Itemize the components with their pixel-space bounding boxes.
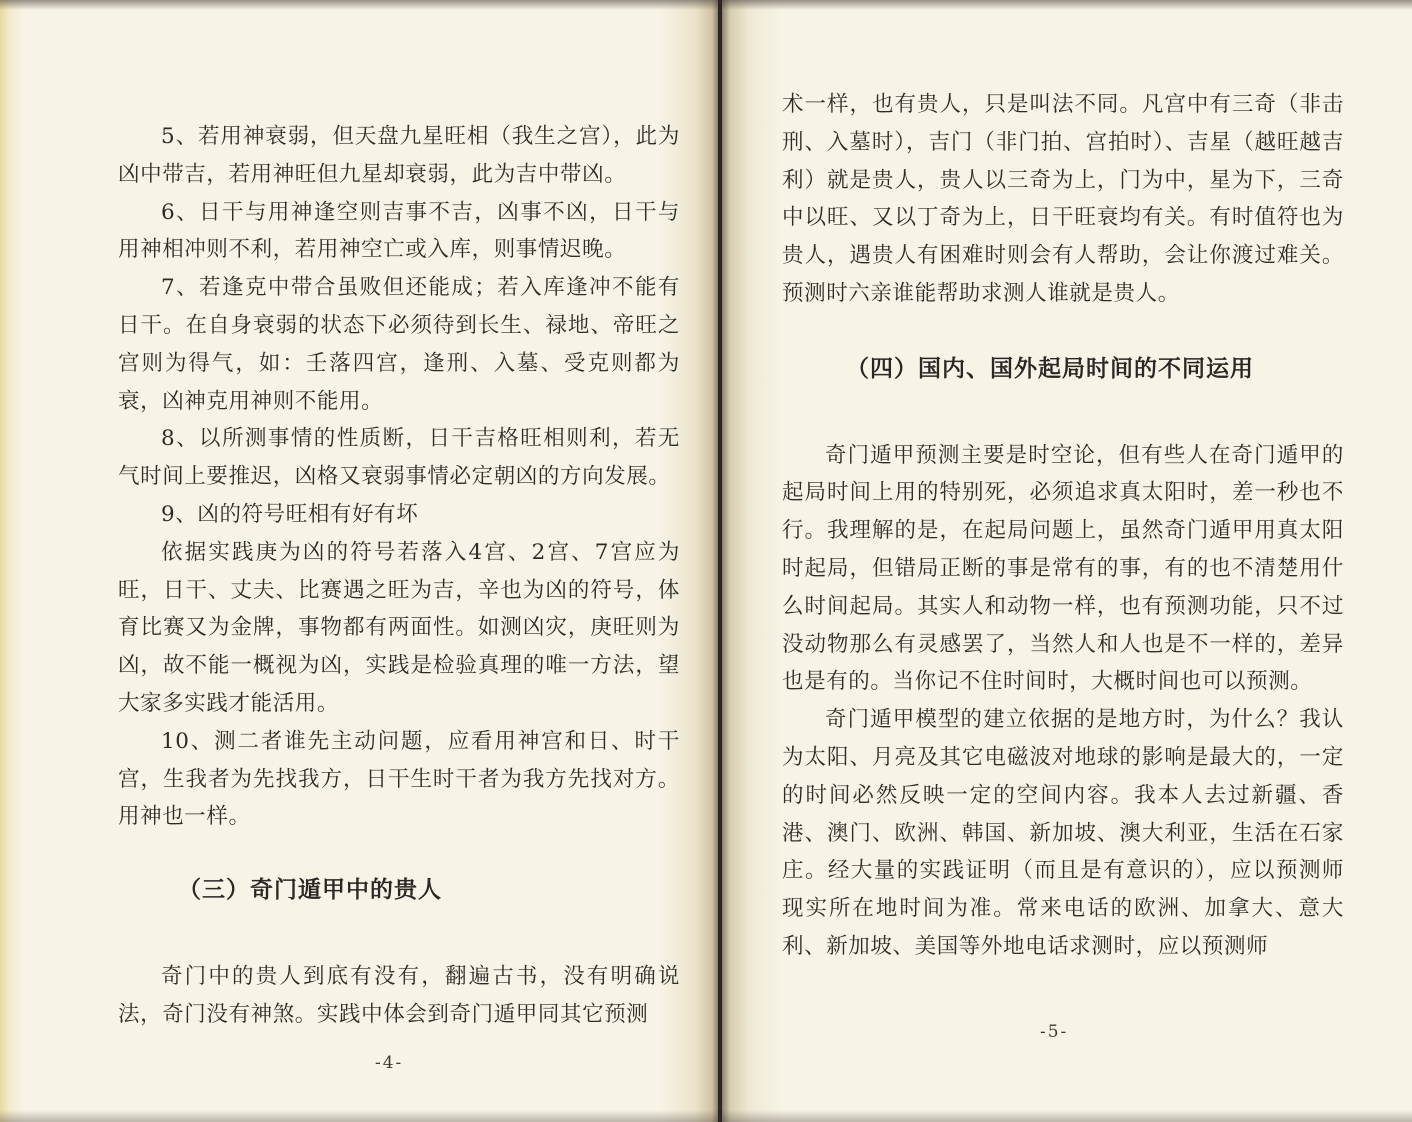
- paragraph: 5、若用神衰弱，但天盘九星旺相（我生之宫），此为凶中带吉，若用神旺但九星却衰弱，此为吉中带凶。: [118, 124, 680, 187]
- paragraph: 奇门遁甲模型的建立依据的是地方时，为什么？我认为太阳、月亮及其它电磁波对地球的影响是最大的，一定的时间必然反映一定的空间内容。我本人去过新疆、香港、澳门、欧洲、韩国、新加坡、澳大利亚，生活在石家庄。经大量的实践证明（而且是有意识的），应以预测师现实所在地时间为准。常来电话的欧洲、加拿大、意大利、新加坡、美国等外地电话求测时，应以预测师: [782, 707, 1344, 959]
- paragraph: 奇门遁甲预测主要是时空论，但有些人在奇门遁甲的起局时间上用的特别死，必须追求真太阳时，差一秒也不行。我理解的是，在起局问题上，虽然奇门遁甲用真太阳时起局，但错局正断的事是常有的事，有的也不清楚用什么时间起局。其实人和动物一样，也有预测功能，只不过没动物那么有灵感罢了，当然人和人也是不一样的，差异也是有的。当你记不住时间时，大概时间也可以预测。: [782, 442, 1344, 695]
- section-heading: （四）国内、国外起局时间的不同运用: [846, 355, 1254, 382]
- paragraph: 9、凶的符号旺相有好有坏: [161, 501, 419, 527]
- page-number: -5-: [1040, 1022, 1069, 1042]
- page-top-shadow: [722, 0, 1412, 10]
- right-page-body: [782, 86, 1344, 966]
- paragraph: 7、若逢克中带合虽败但还能成；若入库逢冲不能有日干。在自身衰弱的状态下必须待到长生、禄地、帝旺之宫则为得气，如：壬落四宫，逢刑、入墓、受克则都为衰，凶神克用神则不能用。: [118, 275, 680, 414]
- paragraph: 8、以所测事情的性质断，日干吉格旺相则利，若无气时间上要推迟，凶格又衰弱事情必定朝凶的方向发展。: [118, 426, 680, 490]
- paragraph: 依据实践庚为凶的符号若落入4宫、2宫、7宫应为旺，日干、丈夫、比赛遇之旺为吉，辛也为凶的符号，体育比赛又为金牌，事物都有两面性。如测凶灾，庚旺则为凶，故不能一概视为凶，实践是检验真理的唯一方法，望大家多实践才能活用。: [118, 539, 680, 716]
- paragraph: 术一样，也有贵人，只是叫法不同。凡宫中有三奇（非击刑、入墓时），吉门（非门拍、宫拍时）、吉星（越旺越吉利）就是贵人，贵人以三奇为上，门为中，星为下，三奇中以旺、又以丁奇为上，日干旺衰均有关。有时值符也为贵人，遇贵人有困难时则会有人帮助，会让你渡过难关。预测时六亲谁能帮助求测人谁就是贵人。: [782, 92, 1344, 306]
- section-heading: （三）奇门遁甲中的贵人: [178, 877, 442, 904]
- page-bottom-shadow: [722, 1110, 1412, 1122]
- paragraph: 10、测二者谁先主动问题，应看用神宫和日、时干宫，生我者为先找我方，日干生时干者为我方先找对方。用神也一样。: [118, 728, 680, 830]
- left-page-body: [118, 118, 680, 1034]
- right-page: [722, 0, 1412, 1122]
- page-bottom-shadow: [0, 1110, 718, 1122]
- page-number: -4-: [375, 1053, 404, 1073]
- page-top-shadow: [0, 0, 718, 10]
- paragraph: 奇门中的贵人到底有没有，翻遍古书，没有明确说法，奇门没有神煞。实践中体会到奇门遁甲同其它预测: [118, 963, 680, 1027]
- paragraph: 6、日干与用神逢空则吉事不吉，凶事不凶，日干与用神相冲则不利，若用神空亡或入库，则事情迟晚。: [118, 199, 680, 263]
